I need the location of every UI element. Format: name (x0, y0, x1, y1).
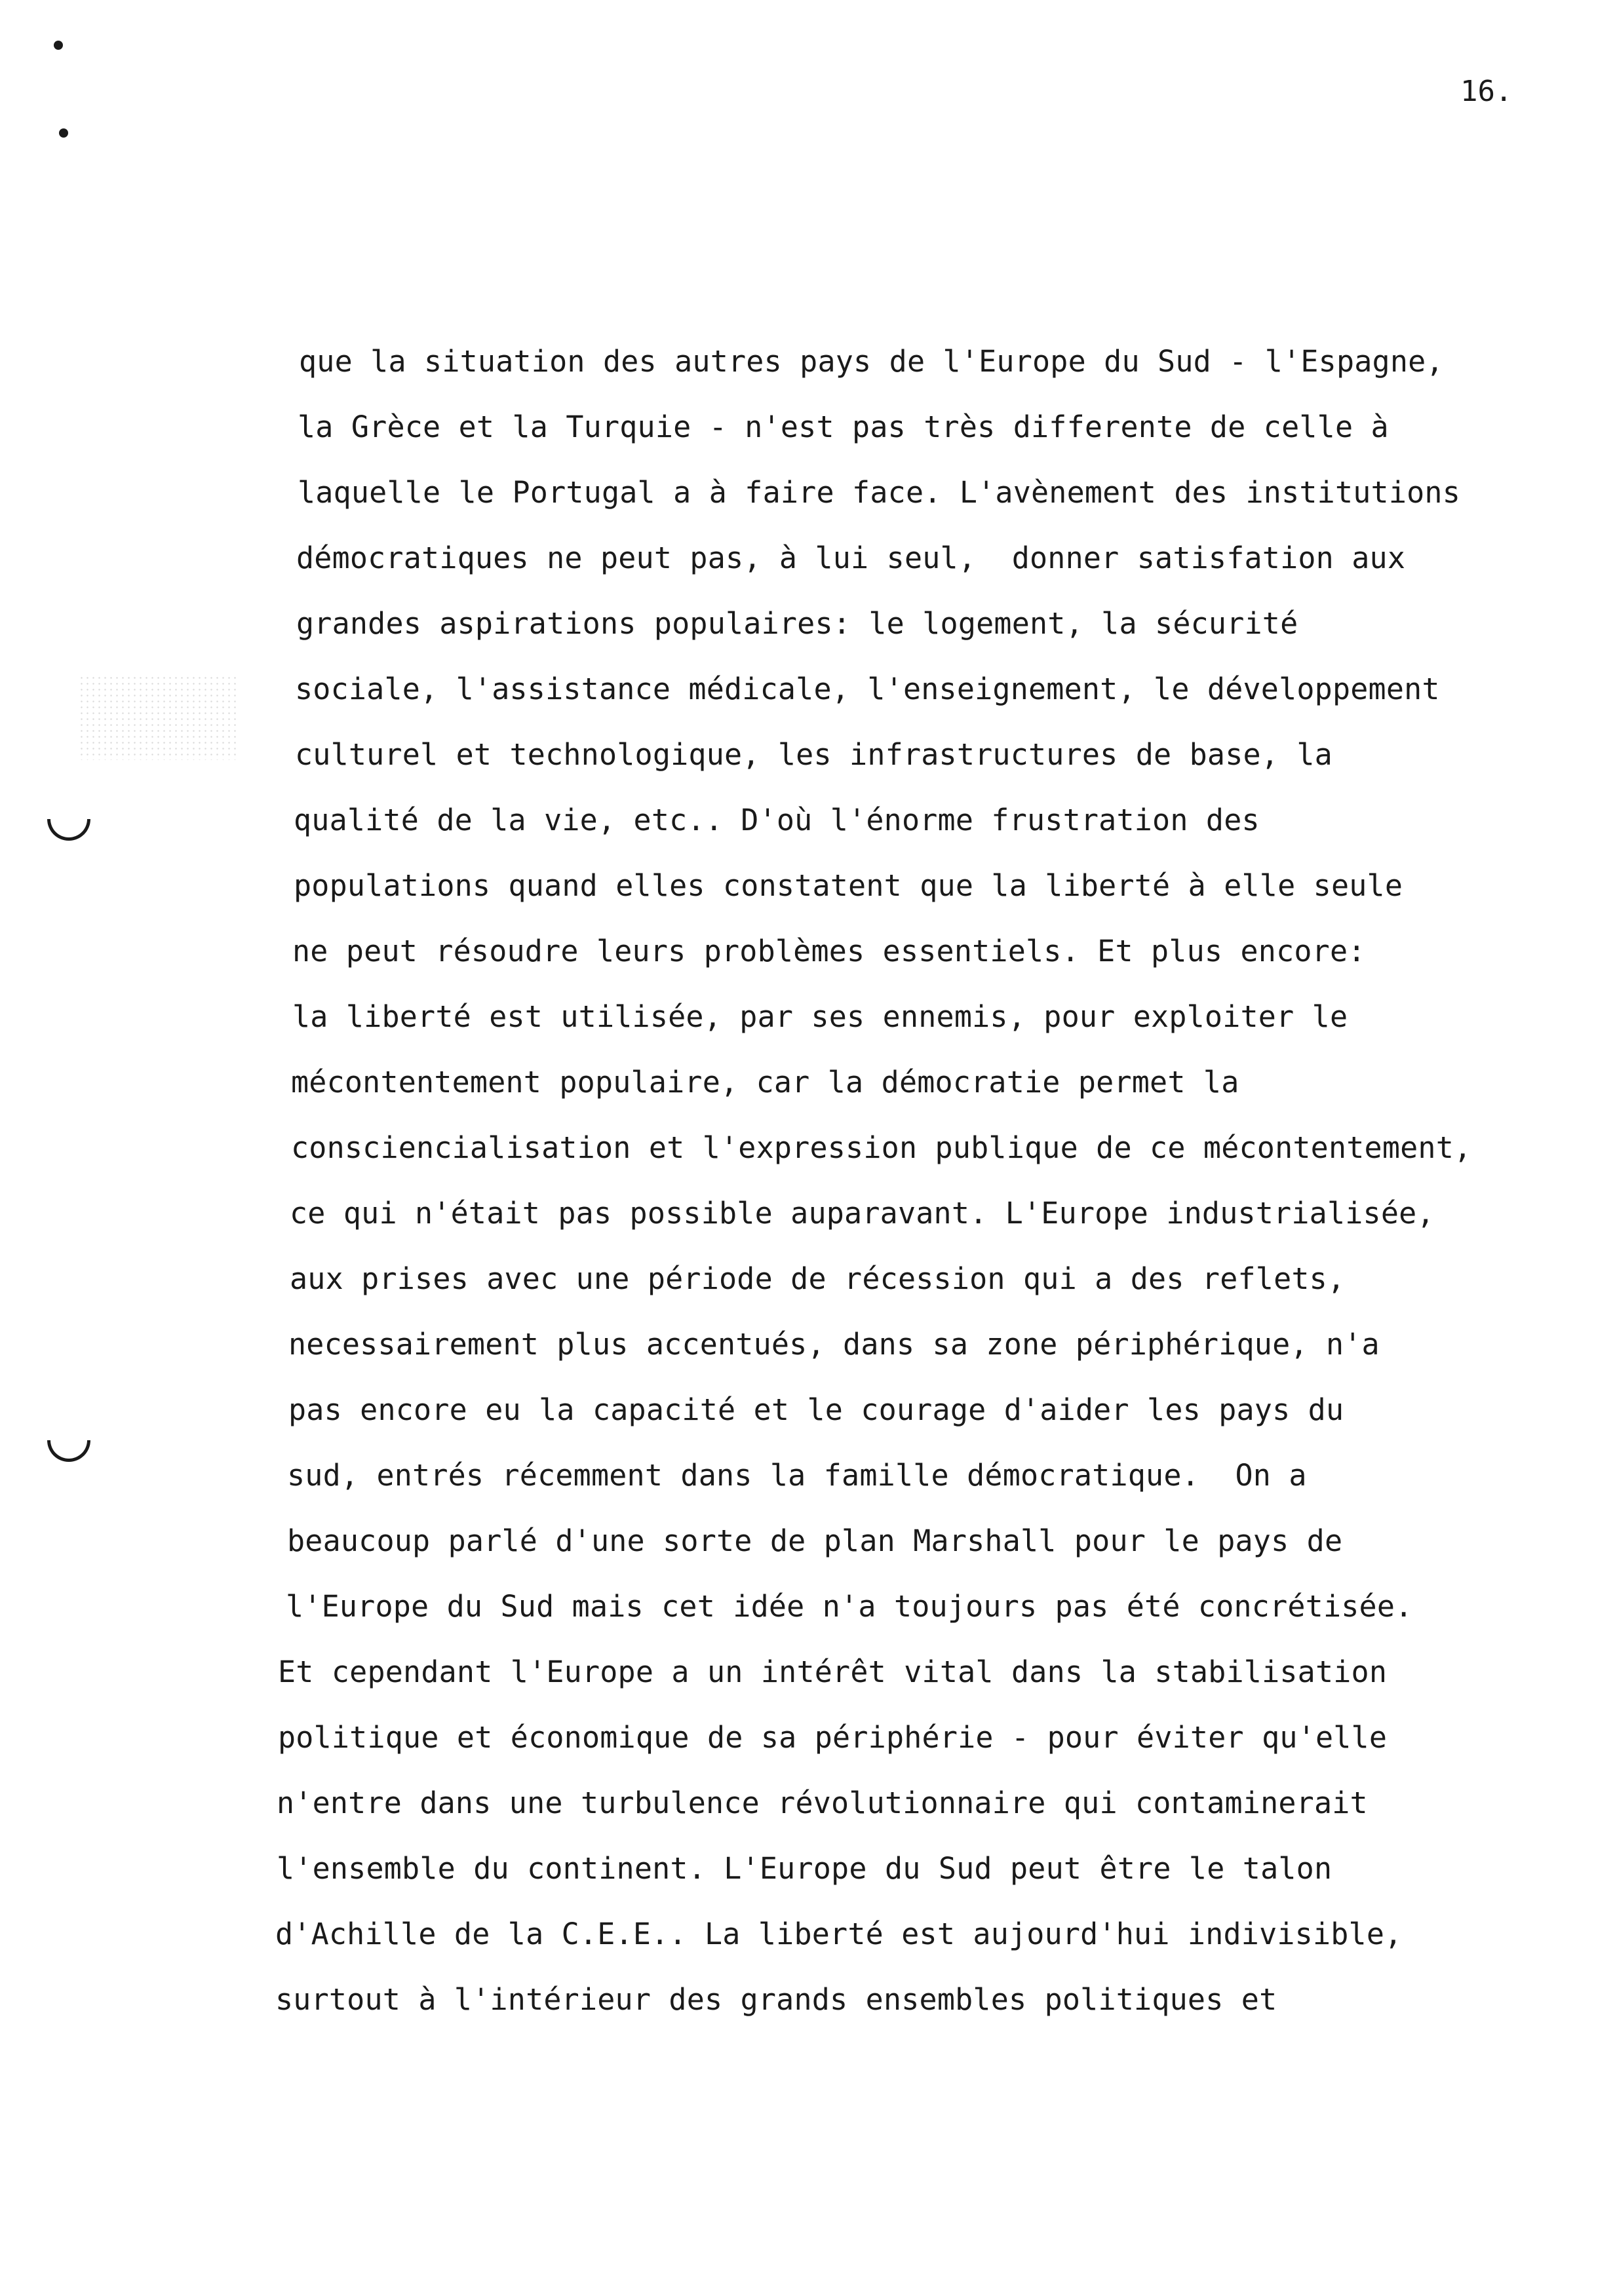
text-line: démocratiques ne peut pas, à lui seul, donner satisfation aux (296, 541, 1406, 575)
text-line: la liberté est utilisée, par ses ennemis, pour exploiter le (292, 999, 1348, 1034)
text-line: l'Europe du Sud mais cet idée n'a toujours pas été concrétisée. (286, 1589, 1413, 1624)
text-line: grandes aspirations populaires: le logement, la sécurité (296, 606, 1298, 641)
text-line: qualité de la vie, etc.. D'où l'énorme frustration des (294, 803, 1260, 837)
text-line: sud, entrés récemment dans la famille démocratique. On a (287, 1458, 1307, 1493)
text-line: l'ensemble du continent. L'Europe du Sud peut être le talon (277, 1851, 1333, 1886)
text-line: aux prises avec une période de récession qui a des reflets, (290, 1261, 1346, 1296)
scan-speckle (79, 675, 236, 760)
text-line: ce qui n'était pas possible auparavant. L'Europe industrialisée, (290, 1196, 1435, 1231)
text-line: pas encore eu la capacité et le courage d'aider les pays du (288, 1392, 1344, 1427)
text-line: que la situation des autres pays de l'Europe du Sud - l'Espagne, (299, 344, 1444, 379)
text-line: populations quand elles constatent que la liberté à elle seule (294, 868, 1403, 903)
text-line: necessairement plus accentués, dans sa zone périphérique, n'a (288, 1327, 1380, 1362)
text-line: mécontentement populaire, car la démocratie permet la (291, 1065, 1239, 1100)
punch-arc-lower (47, 1440, 90, 1462)
punch-mark-top (54, 41, 63, 50)
text-line: ne peut résoudre leurs problèmes essentiels. Et plus encore: (292, 934, 1366, 968)
text-line: sociale, l'assistance médicale, l'enseignement, le développement (295, 672, 1440, 706)
punch-mark-second (59, 128, 68, 138)
text-line: beaucoup parlé d'une sorte de plan Marshall pour le pays de (287, 1523, 1343, 1558)
text-line: consciencialisation et l'expression publique de ce mécontentement, (291, 1130, 1472, 1165)
text-line: surtout à l'intérieur des grands ensembles politiques et (275, 1982, 1277, 2017)
text-line: Et cependant l'Europe a un intérêt vital dans la stabilisation (278, 1655, 1388, 1689)
text-line: la Grèce et la Turquie - n'est pas très differente de celle à (298, 410, 1389, 444)
text-line: laquelle le Portugal a à faire face. L'avènement des institutions (298, 475, 1460, 510)
text-line: n'entre dans une turbulence révolutionnaire qui contaminerait (277, 1786, 1368, 1820)
text-line: d'Achille de la C.E.E.. La liberté est aujourd'hui indivisible, (275, 1917, 1403, 1951)
text-line: culturel et technologique, les infrastructures de base, la (295, 737, 1333, 772)
punch-arc-upper (47, 819, 90, 841)
page-number: 16. (1460, 75, 1513, 108)
text-line: politique et économique de sa périphérie - pour éviter qu'elle (278, 1720, 1388, 1755)
